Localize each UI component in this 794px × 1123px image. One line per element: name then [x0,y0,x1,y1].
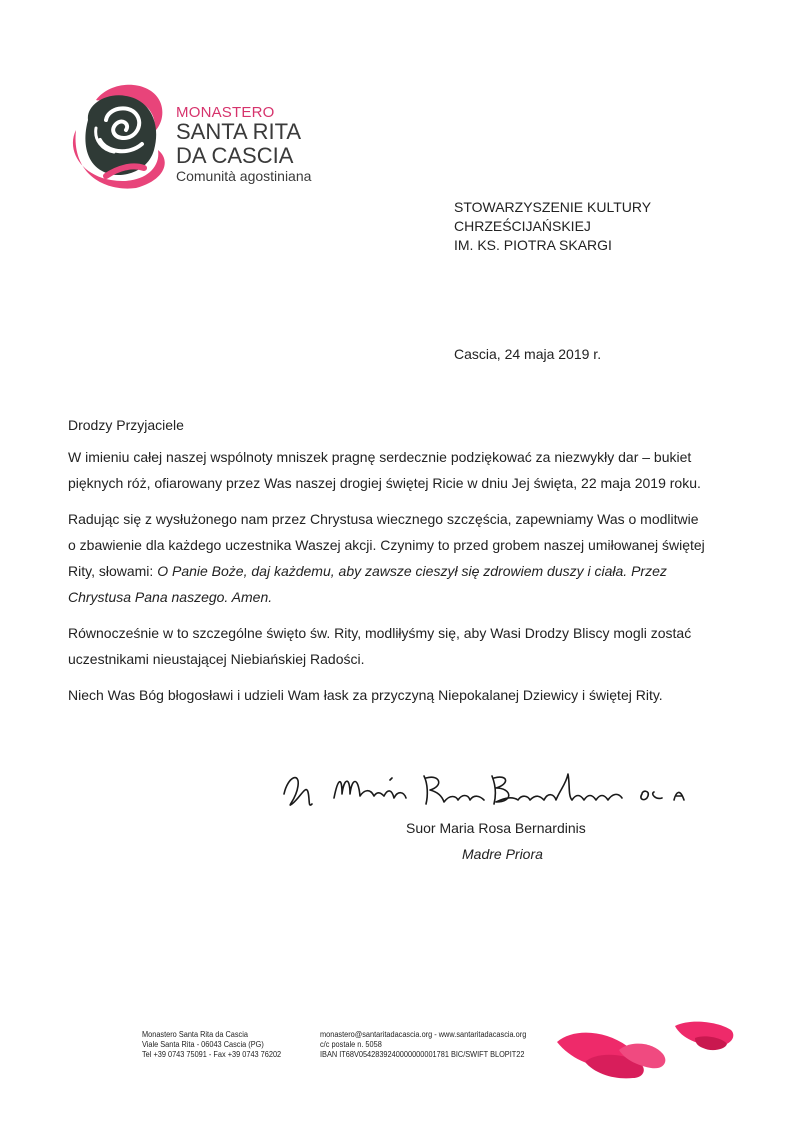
signer-role: Madre Priora [462,846,543,862]
footer-address [142,1030,281,1060]
rose-petals-icon [555,1012,740,1082]
footer-line: IBAN IT68V0542839240000000001781 BIC/SWIFT BLOPIT22 [320,1050,525,1059]
paragraph-1: W imieniu całej naszej wspólnoty mniszek pragnę serdecznie podziękować za niezwykły dar – bukiet pięknych róż, ofiarowany przez Was naszej drogiej świętej Ricie w dniu Jej święta, 22 maja 2019 roku. [68,449,701,491]
footer-line: Monastero Santa Rita da Cascia [142,1030,248,1039]
monastery-logo [66,80,326,190]
logo-line-da-cascia: DA CASCIA [176,143,294,168]
recipient-address [454,198,651,255]
recipient-line: CHRZEŚCIJAŃSKIEJ [454,218,591,234]
logo-line-comunita: Comunità agostiniana [176,168,312,184]
logo-line-santa-rita: SANTA RITA [176,119,302,144]
handwritten-signature [278,764,718,816]
letter-body [68,412,708,718]
footer-line: Tel +39 0743 75091 - Fax +39 0743 76202 [142,1050,282,1059]
paragraph-4: Niech Was Bóg błogosławi i udzieli Wam łask za przyczyną Niepokalanej Dziewicy i świętej Rity. [68,687,663,703]
footer-line: Viale Santa Rita - 06043 Cascia (PG) [142,1040,264,1049]
logo-line-monastero: MONASTERO [176,104,275,121]
footer-line: monastero@santaritadacascia.org - www.santaritadacascia.org [320,1030,527,1039]
greeting: Drodzy Przyjaciele [68,417,184,433]
paragraph-2-text: Radując się z wysłużonego nam przez Chrystusa wiecznego szczęścia, zapewniamy Was o modlitwie o zbawienie dla każdego uczestnika Waszej akcji. Czynimy to przed grobem naszej umiłowanej świętej Rity, słowami: [68,511,705,579]
paragraph-3: Równocześnie w to szczególne święto św. Rity, modliłyśmy się, aby Wasi Drodzy Bliscy mogli zostać uczestnikami nieustającej Niebiańskiej Radości. [68,625,692,667]
prayer-quote: O Panie Boże, daj każdemu, aby zawsze cieszył się zdrowiem duszy i ciała. Przez Chrystusa Pana naszego. Amen. [68,563,667,605]
recipient-line: IM. KS. PIOTRA SKARGI [454,237,612,253]
signer-name: Suor Maria Rosa Bernardinis [406,820,586,836]
letter-date: Cascia, 24 maja 2019 r. [454,346,602,362]
footer-contact [320,1030,526,1060]
rose-logo-icon [66,80,176,190]
recipient-line: STOWARZYSZENIE KULTURY [454,199,652,215]
paragraph-2 [68,506,708,610]
footer-line: c/c postale n. 5058 [320,1040,382,1049]
